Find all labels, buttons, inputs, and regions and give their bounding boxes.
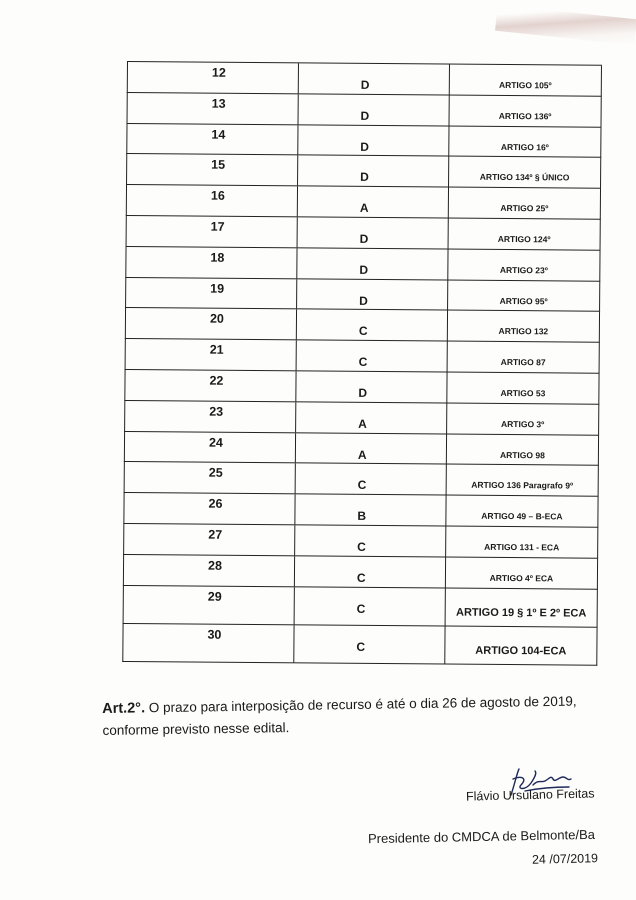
article-reference: ARTIGO 53 bbox=[500, 387, 546, 399]
article-reference: ARTIGO 132 bbox=[498, 326, 549, 337]
article-reference: ARTIGO 23º bbox=[499, 264, 548, 276]
question-number: 30 bbox=[207, 627, 222, 642]
question-cell bbox=[128, 62, 299, 93]
table-row bbox=[127, 62, 602, 97]
article-reference: ARTIGO 136 Paragrafo 9º bbox=[471, 480, 574, 491]
answer-cell bbox=[295, 556, 446, 587]
question-cell bbox=[125, 432, 296, 463]
question-number: 29 bbox=[207, 589, 222, 604]
question-cell bbox=[126, 308, 297, 339]
table-row bbox=[125, 278, 600, 313]
question-cell bbox=[124, 524, 295, 555]
question-number: 28 bbox=[207, 558, 223, 573]
question-number: 26 bbox=[208, 496, 223, 511]
table-row bbox=[122, 624, 597, 666]
signer-name: Flávio Ursulano Freitas bbox=[465, 786, 595, 804]
answer-cell bbox=[298, 187, 449, 218]
answer-cell bbox=[296, 371, 447, 402]
question-cell bbox=[125, 462, 296, 493]
article-cell bbox=[449, 188, 600, 219]
article-cell bbox=[449, 157, 600, 188]
question-cell bbox=[128, 93, 299, 124]
table-row bbox=[124, 401, 599, 436]
answer-cell bbox=[298, 217, 449, 248]
question-number: 20 bbox=[209, 312, 224, 327]
question-number: 25 bbox=[208, 466, 223, 481]
question-number: 12 bbox=[211, 65, 226, 80]
article-reference: ARTIGO 104-ECA bbox=[475, 644, 567, 658]
question-number: 27 bbox=[208, 527, 223, 542]
article-reference: ARTIGO 136º bbox=[498, 110, 552, 122]
article-cell bbox=[447, 372, 598, 403]
article-cell bbox=[447, 434, 598, 465]
answer-letter: A bbox=[357, 447, 367, 462]
answer-letter: C bbox=[356, 601, 366, 616]
question-cell bbox=[125, 370, 296, 401]
article-reference: ARTIGO 3º bbox=[500, 418, 545, 430]
table-row bbox=[124, 462, 599, 497]
table-row bbox=[123, 586, 598, 628]
article-cell bbox=[446, 496, 597, 527]
answer-cell bbox=[295, 525, 446, 556]
answer-letter: C bbox=[357, 478, 367, 493]
answer-letter: D bbox=[360, 170, 369, 185]
answer-letter: D bbox=[360, 77, 370, 92]
answer-cell bbox=[297, 310, 448, 341]
question-cell bbox=[126, 247, 297, 278]
question-number: 18 bbox=[210, 250, 225, 265]
answer-cell bbox=[297, 279, 448, 310]
article-reference: ARTIGO 49 – B-ECA bbox=[481, 510, 563, 522]
signature-date: 24 /07/2019 bbox=[531, 851, 599, 867]
article-reference: ARTIGO 95º bbox=[499, 295, 548, 306]
answer-letter: D bbox=[359, 293, 368, 308]
answer-cell bbox=[295, 587, 446, 625]
answer-letter: C bbox=[356, 570, 366, 585]
article-reference: ARTIGO 4º ECA bbox=[489, 572, 554, 584]
article-cell bbox=[447, 403, 598, 434]
article-cell bbox=[447, 465, 598, 496]
answer-cell bbox=[296, 402, 447, 433]
article-cell bbox=[449, 219, 600, 250]
question-number: 15 bbox=[211, 158, 226, 173]
article-cell bbox=[450, 65, 601, 96]
question-cell bbox=[126, 278, 297, 309]
answer-cell bbox=[297, 341, 448, 372]
question-cell bbox=[123, 624, 294, 662]
table-row bbox=[126, 124, 601, 159]
answer-letter: C bbox=[356, 639, 366, 654]
answer-letter: A bbox=[359, 201, 369, 216]
table-row bbox=[126, 185, 601, 220]
article-cell bbox=[448, 311, 599, 342]
question-cell bbox=[124, 586, 295, 624]
question-cell bbox=[127, 124, 298, 155]
article-reference: ARTIGO 87 bbox=[500, 357, 546, 368]
question-cell bbox=[124, 555, 295, 586]
answer-letter: D bbox=[359, 262, 369, 277]
question-cell bbox=[127, 216, 298, 247]
question-number: 22 bbox=[209, 373, 224, 388]
table-row bbox=[123, 555, 598, 590]
answer-letter: A bbox=[358, 416, 367, 431]
article-cell bbox=[449, 126, 600, 157]
question-number: 16 bbox=[210, 188, 225, 203]
table-row bbox=[123, 524, 598, 559]
article-cell bbox=[446, 588, 597, 626]
answer-cell bbox=[298, 156, 449, 187]
answer-cell bbox=[297, 248, 448, 279]
scan-smudge bbox=[495, 5, 636, 45]
article-cell bbox=[446, 526, 597, 557]
article-2-label: Art.2°. bbox=[102, 700, 146, 717]
article-reference: ARTIGO 105º bbox=[498, 79, 552, 91]
signer-role: Presidente do CMDCA de Belmonte/Ba bbox=[367, 826, 596, 847]
article-reference: ARTIGO 16º bbox=[500, 141, 549, 152]
answer-cell bbox=[299, 63, 450, 94]
answer-letter: C bbox=[357, 539, 366, 554]
table-row bbox=[125, 308, 600, 343]
table-row bbox=[124, 432, 599, 467]
table-row bbox=[127, 93, 602, 128]
answer-cell bbox=[296, 464, 447, 495]
answer-cell bbox=[298, 125, 449, 156]
answer-letter: D bbox=[360, 139, 370, 154]
table-row bbox=[124, 370, 599, 405]
article-cell bbox=[450, 95, 601, 126]
question-cell bbox=[127, 185, 298, 216]
article-reference: ARTIGO 25º bbox=[500, 203, 549, 214]
article-reference: ARTIGO 98 bbox=[499, 449, 545, 460]
table-row bbox=[123, 493, 598, 528]
article-2-text: O prazo para interposição de recurso é até o dia 26 de agosto de 2019, conforme previsto nesse edital. bbox=[102, 693, 577, 738]
table-row bbox=[125, 247, 600, 282]
article-reference: ARTIGO 19 § 1º E 2º ECA bbox=[455, 606, 587, 620]
answer-cell bbox=[295, 494, 446, 525]
question-number: 23 bbox=[209, 404, 224, 419]
table-row bbox=[126, 216, 601, 251]
answer-cell bbox=[296, 433, 447, 464]
article-reference: ARTIGO 131 - ECA bbox=[484, 541, 560, 553]
answer-letter: C bbox=[358, 324, 368, 339]
answer-cell bbox=[294, 625, 445, 663]
article-cell bbox=[446, 557, 597, 588]
article-cell bbox=[448, 342, 599, 373]
question-cell bbox=[126, 339, 297, 370]
answer-letter: D bbox=[358, 385, 368, 400]
question-cell bbox=[124, 493, 295, 524]
answer-cell bbox=[299, 94, 450, 125]
answer-letter: C bbox=[358, 355, 368, 370]
question-number: 24 bbox=[208, 435, 223, 450]
question-number: 21 bbox=[209, 342, 224, 357]
table-row bbox=[126, 154, 601, 189]
article-2-paragraph bbox=[102, 690, 603, 741]
answer-letter: D bbox=[360, 108, 370, 123]
table-row bbox=[125, 339, 600, 374]
question-number: 13 bbox=[211, 96, 226, 111]
question-number: 14 bbox=[211, 127, 226, 142]
article-reference: ARTIGO 134º § ÚNICO bbox=[479, 172, 570, 183]
answer-letter: B bbox=[357, 508, 367, 524]
article-cell bbox=[445, 626, 596, 664]
question-cell bbox=[125, 401, 296, 432]
question-number: 17 bbox=[210, 219, 225, 234]
article-cell bbox=[448, 280, 599, 311]
answer-table bbox=[122, 61, 602, 665]
article-cell bbox=[448, 249, 599, 280]
question-number: 19 bbox=[210, 281, 225, 296]
question-cell bbox=[127, 154, 298, 185]
article-reference: ARTIGO 124º bbox=[497, 233, 551, 245]
answer-letter: D bbox=[359, 231, 369, 246]
